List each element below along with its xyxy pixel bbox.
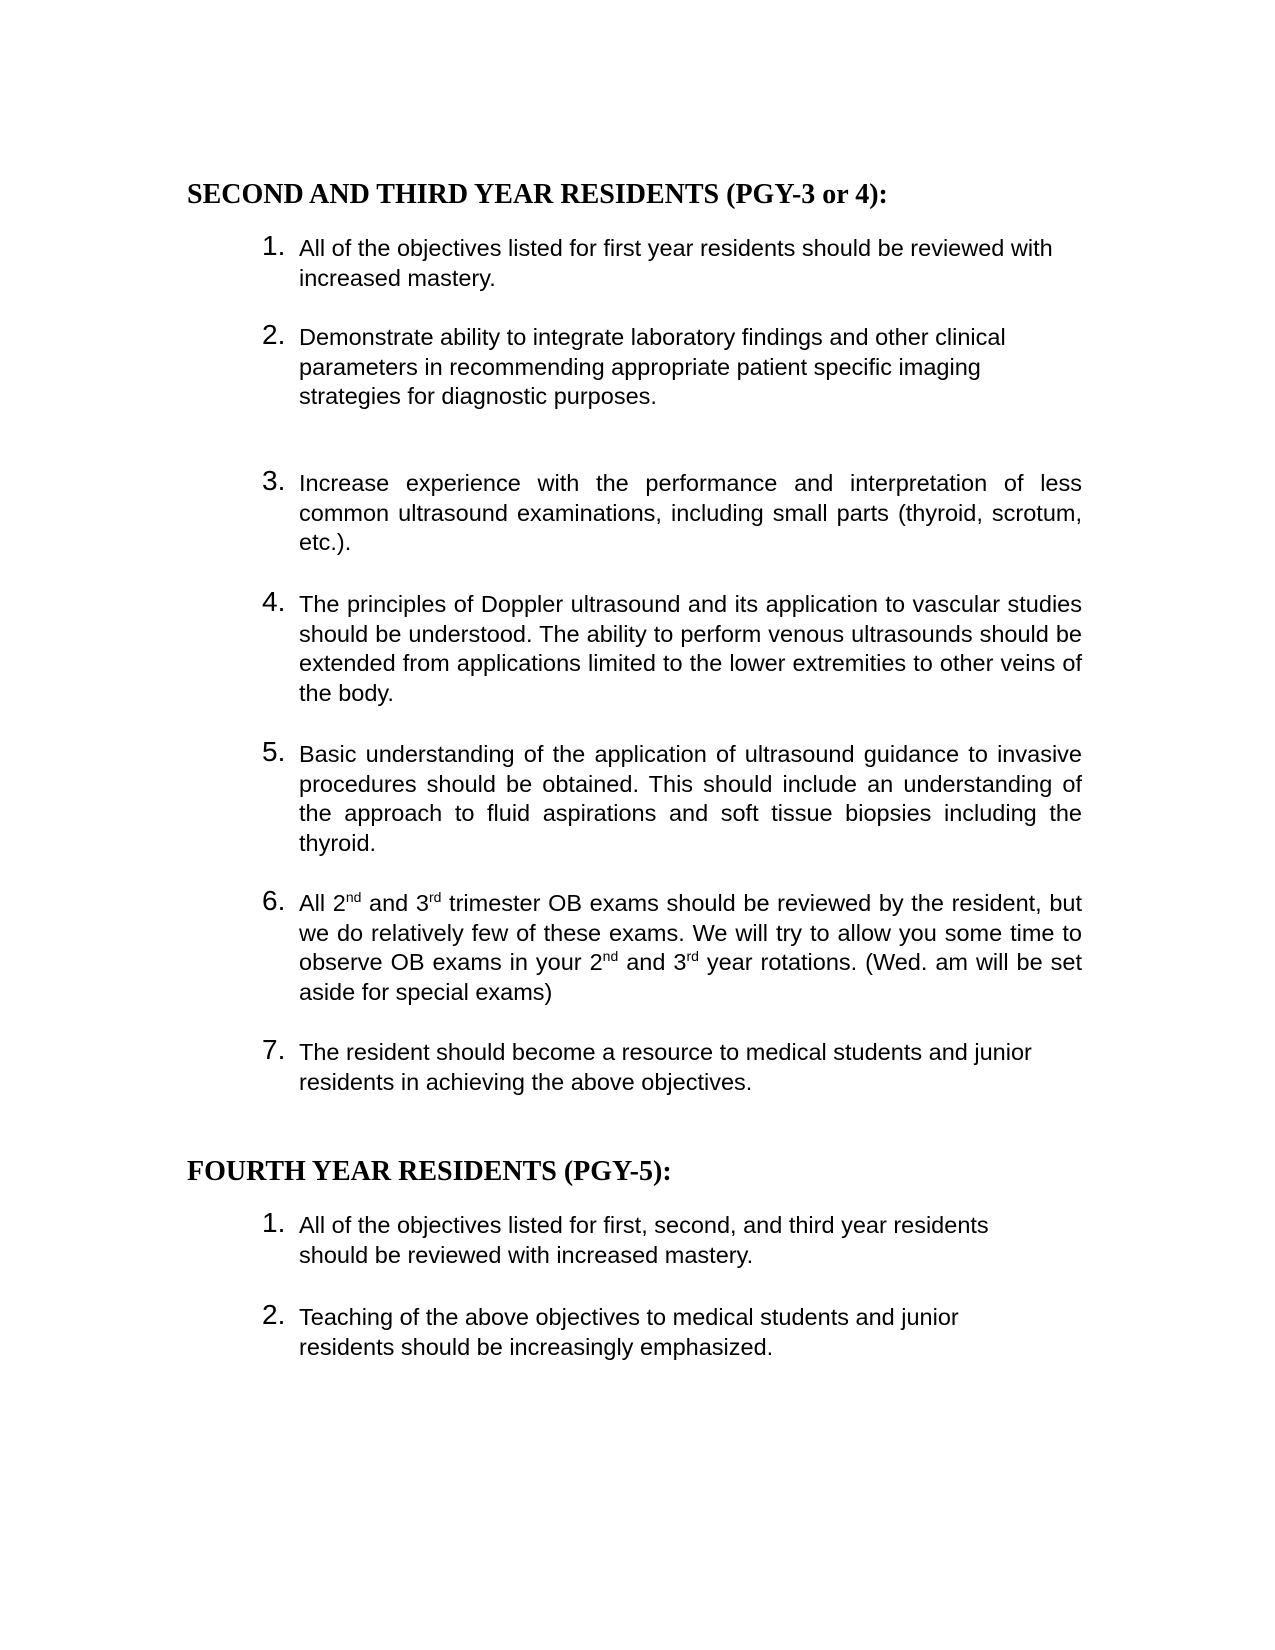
list-number: 6. xyxy=(262,885,286,916)
list-text: The resident should become a resource to medical students and junior residents in achieving the above objectives. xyxy=(299,1039,1032,1095)
list-text: All of the objectives listed for first, second, and third year residents should be reviewed with increased mastery. xyxy=(299,1212,989,1268)
list-number: 1. xyxy=(262,1207,286,1238)
list-text: Demonstrate ability to integrate laboratory findings and other clinical parameters in recommending appropriate patient specific imaging strategies for diagnostic purposes. xyxy=(299,324,1006,409)
list-number: 7. xyxy=(262,1034,286,1065)
list-text: The principles of Doppler ultrasound and its application to vascular studies should be understood. The ability to perform venous ultrasounds should be extended from applications limited to the lower extremities to other veins of the body. xyxy=(299,591,1082,706)
list-number: 3. xyxy=(262,465,286,496)
list-number: 1. xyxy=(262,230,286,261)
list-text: All of the objectives listed for first year residents should be reviewed with increased mastery. xyxy=(299,235,1053,291)
list-number: 4. xyxy=(262,586,286,617)
section-heading-pgy5: FOURTH YEAR RESIDENTS (PGY-5): xyxy=(187,1156,672,1187)
list-text: Increase experience with the performance and interpretation of less common ultrasound examinations, including small parts (thyroid, scrotum, etc.). xyxy=(299,470,1082,555)
list-text: Basic understanding of the application of ultrasound guidance to invasive procedures should be obtained. This should include an understanding of the approach to fluid aspirations and soft tissue biopsies including the thyroid. xyxy=(299,741,1082,856)
list-number: 5. xyxy=(262,736,286,767)
list-number: 2. xyxy=(262,1299,286,1330)
list-number: 2. xyxy=(262,319,286,350)
list-text: Teaching of the above objectives to medical students and junior residents should be increasingly emphasized. xyxy=(299,1304,959,1360)
section-heading-pgy3-4: SECOND AND THIRD YEAR RESIDENTS (PGY-3 or 4): xyxy=(187,179,888,210)
list-text: All 2nd and 3rd trimester OB exams should be reviewed by the resident, but we do relatively few of these exams. We will try to allow you some time to observe OB exams in your 2nd and 3rd year rotations. (Wed. am will be set aside for special exams) xyxy=(299,889,1083,1005)
